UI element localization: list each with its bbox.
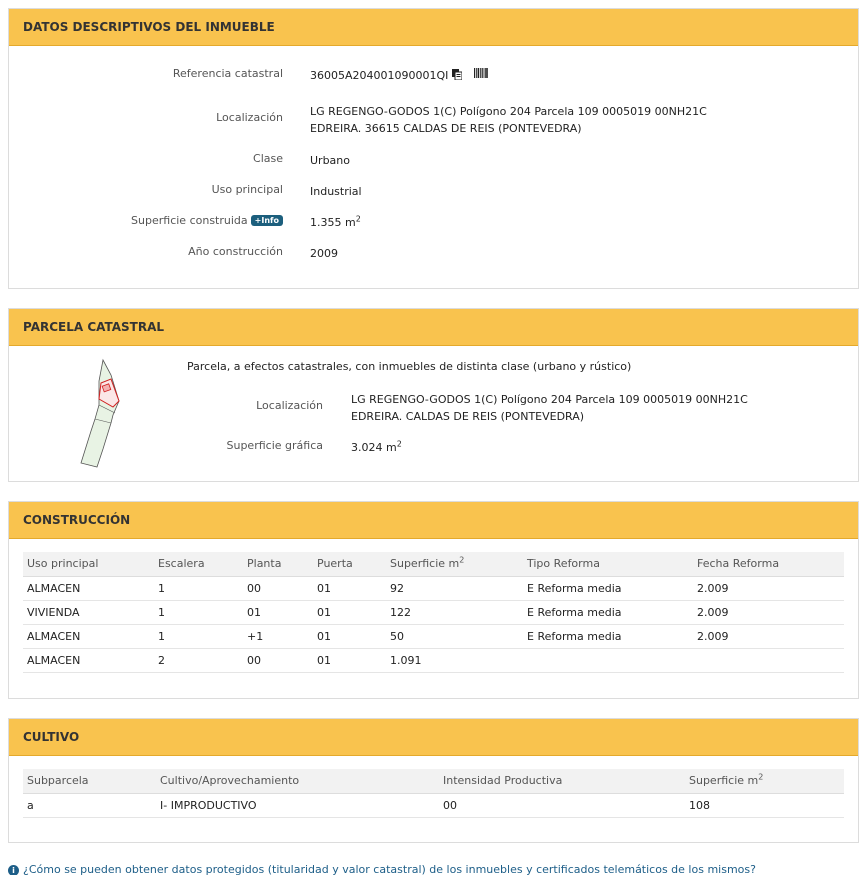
cell: 01 xyxy=(243,600,313,624)
protected-data-link[interactable] xyxy=(8,863,756,875)
table-row xyxy=(23,648,844,672)
col-puerta: Puerta xyxy=(313,552,386,576)
cell: 122 xyxy=(386,600,523,624)
col-superficie: Superficie $m^2$ xyxy=(685,769,844,793)
parcela-sup-exp: 2 xyxy=(396,439,402,449)
parcela-desc: Parcela, a efectos catastrales, con inmuebles de distinta clase (urbano y rústico) xyxy=(187,360,632,373)
datos-title: DATOS DESCRIPTIVOS DEL INMUEBLE xyxy=(9,9,858,46)
cell: 01 xyxy=(313,624,386,648)
parcela-title: PARCELA CATASTRAL xyxy=(9,309,858,346)
protected-data-link-text[interactable]: ¿Cómo se pueden obtener datos protegidos (titularidad y valor catastral) de los inmuebles y certificados telemáticos de los mismos? xyxy=(23,863,756,875)
loc-label: Localización xyxy=(216,111,283,124)
parcela-sup-label: Superficie gráfica xyxy=(226,439,323,452)
sup-exp: 2 xyxy=(355,214,361,224)
cell: 2.009 xyxy=(693,624,844,648)
sup-value-wrap xyxy=(310,214,361,231)
cell: 01 xyxy=(313,600,386,624)
cultivo-table xyxy=(23,769,844,818)
anio-label: Año construcción xyxy=(188,245,283,258)
loc-line-2: EDREIRA. 36615 CALDAS DE REIS (PONTEVEDRA) xyxy=(310,122,582,135)
uso-label: Uso principal xyxy=(211,183,283,196)
cell: ALMACEN xyxy=(23,624,154,648)
cell: +1 xyxy=(243,624,313,648)
cell: E Reforma media xyxy=(523,624,693,648)
cultivo-title: CULTIVO xyxy=(9,719,858,756)
cell: 1 xyxy=(154,576,243,600)
cell xyxy=(523,648,693,672)
col-subparcela: Subparcela xyxy=(23,769,156,793)
construccion-panel xyxy=(8,501,859,699)
ref-value-wrap xyxy=(310,67,488,84)
cell: 00 xyxy=(243,576,313,600)
construccion-table xyxy=(23,552,844,673)
cell: 2.009 xyxy=(693,600,844,624)
cell: ALMACEN xyxy=(23,648,154,672)
info-button[interactable]: +Info xyxy=(251,215,283,226)
cell: 00 xyxy=(439,793,685,817)
anio-value: 2009 xyxy=(310,247,338,260)
cultivo-header-row xyxy=(23,769,844,793)
parcela-loc-line-2: EDREIRA. CALDAS DE REIS (PONTEVEDRA) xyxy=(351,410,585,423)
cell: VIVIENDA xyxy=(23,600,154,624)
loc-line-1: LG REGENGO-GODOS 1(C) Polígono 204 Parcela 109 0005019 00NH21C xyxy=(310,105,707,118)
table-row xyxy=(23,576,844,600)
table-row xyxy=(23,624,844,648)
cell: 2 xyxy=(154,648,243,672)
sup-label: Superficie construida xyxy=(131,214,248,227)
cell: I- IMPRODUCTIVO xyxy=(156,793,439,817)
cell: E Reforma media xyxy=(523,600,693,624)
copy-icon[interactable] xyxy=(452,69,462,80)
cell: 1 xyxy=(154,600,243,624)
cell: 1.091 xyxy=(386,648,523,672)
parcela-loc-line-1: LG REGENGO-GODOS 1(C) Polígono 204 Parcela 109 0005019 00NH21C xyxy=(351,393,748,406)
barcode-icon[interactable] xyxy=(474,68,488,78)
datos-panel xyxy=(8,8,859,289)
parcela-sup-wrap xyxy=(351,439,402,456)
col-escalera: Escalera xyxy=(154,552,243,576)
cell: 92 xyxy=(386,576,523,600)
sup-label-wrap xyxy=(131,214,283,227)
cultivo-panel xyxy=(8,718,859,843)
parcela-loc-label: Localización xyxy=(256,399,323,412)
col-planta: Planta xyxy=(243,552,313,576)
table-row xyxy=(23,600,844,624)
cell: 1 xyxy=(154,624,243,648)
cell: 00 xyxy=(243,648,313,672)
clase-label: Clase xyxy=(253,152,283,165)
col-tipo-reforma: Tipo Reforma xyxy=(523,552,693,576)
cell: 50 xyxy=(386,624,523,648)
construccion-header-row xyxy=(23,552,844,576)
uso-value: Industrial xyxy=(310,185,362,198)
col-cultivo: Cultivo/Aprovechamiento xyxy=(156,769,439,793)
col-uso: Uso principal xyxy=(23,552,154,576)
parcela-loc-value xyxy=(351,391,748,425)
cell: E Reforma media xyxy=(523,576,693,600)
cell xyxy=(693,648,844,672)
parcela-sup-value: 3.024 m xyxy=(351,441,397,454)
construccion-title: CONSTRUCCIÓN xyxy=(9,502,858,539)
cell: 2.009 xyxy=(693,576,844,600)
cell: 01 xyxy=(313,648,386,672)
parcela-panel xyxy=(8,308,859,482)
loc-value xyxy=(310,103,707,137)
col-fecha-reforma: Fecha Reforma xyxy=(693,552,844,576)
cell: 108 xyxy=(685,793,844,817)
parcel-map-thumbnail[interactable] xyxy=(77,357,133,469)
cell: 01 xyxy=(313,576,386,600)
col-intensidad: Intensidad Productiva xyxy=(439,769,685,793)
sup-value: 1.355 m xyxy=(310,216,356,229)
col-superficie: Superficie $m^2$ xyxy=(386,552,523,576)
info-circle-icon: i xyxy=(8,865,19,875)
table-row xyxy=(23,793,844,817)
ref-label: Referencia catastral xyxy=(172,67,283,80)
cell: ALMACEN xyxy=(23,576,154,600)
clase-value: Urbano xyxy=(310,154,350,167)
cell: a xyxy=(23,793,156,817)
ref-value: 36005A204001090001QI xyxy=(310,69,449,82)
